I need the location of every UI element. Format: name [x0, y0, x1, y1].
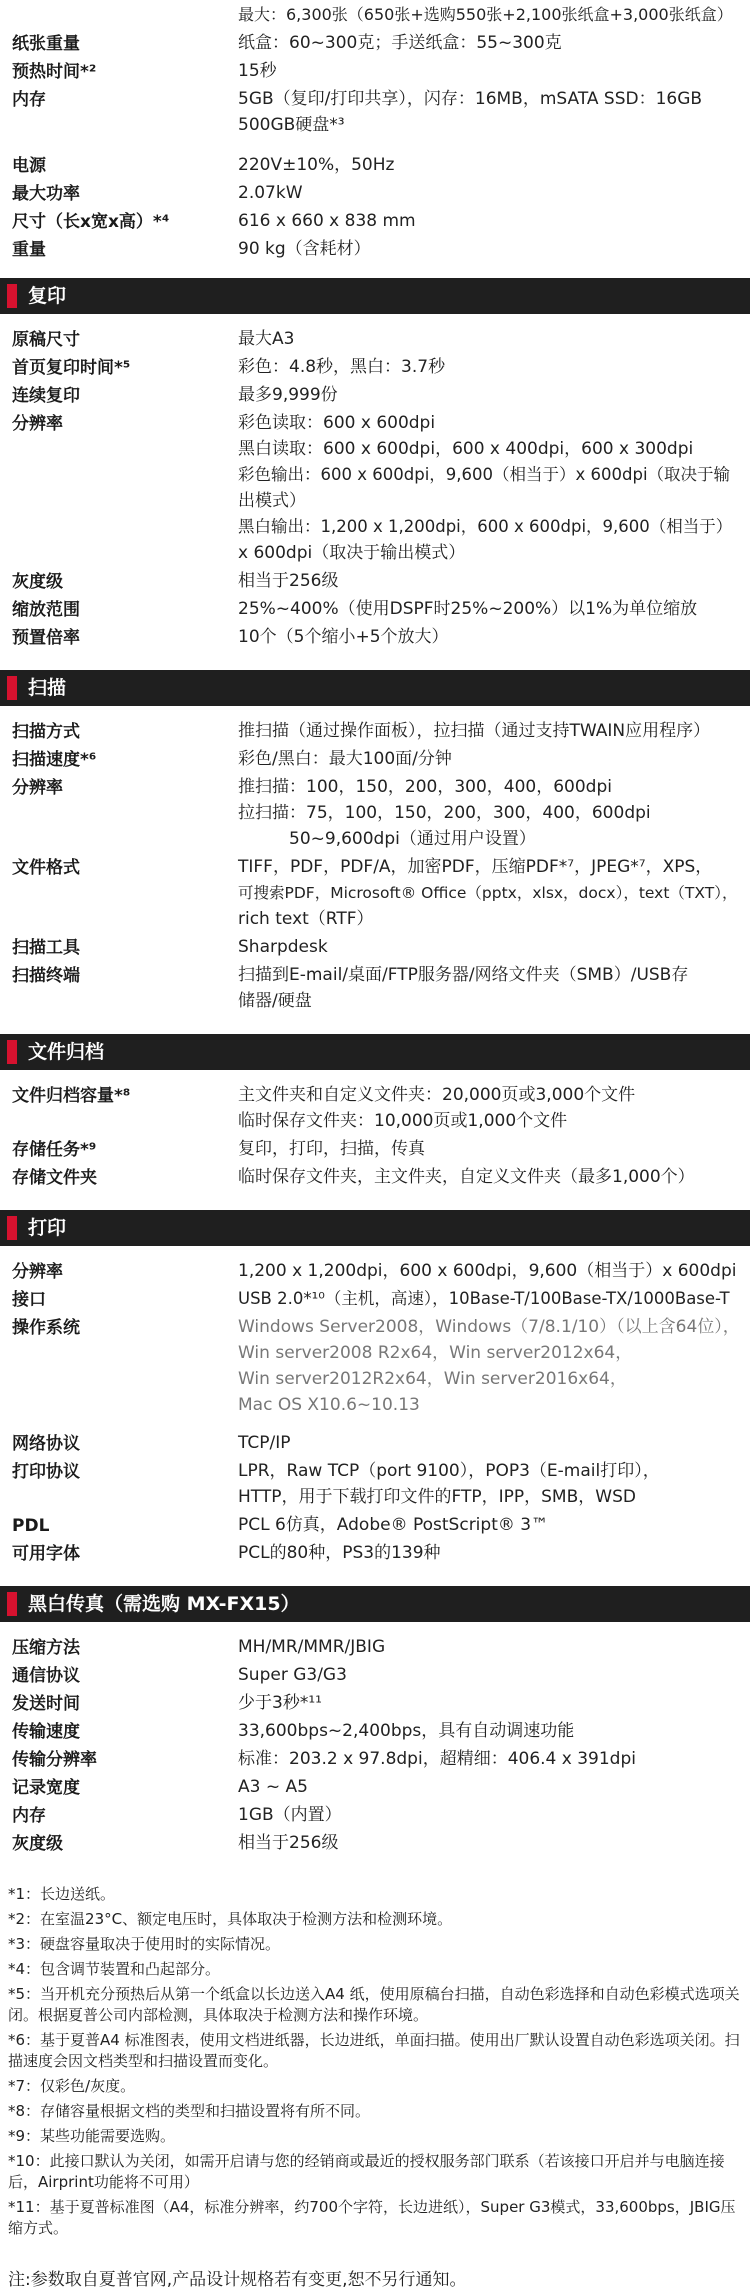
- spec-value-line: TCP/IP: [238, 1433, 291, 1453]
- spec-value-line: Super G3/G3: [238, 1665, 347, 1685]
- spec-value-line: MH/MR/MMR/JBIG: [238, 1637, 386, 1657]
- spec-label: 扫描工具: [12, 938, 80, 958]
- spec-label: 打印协议: [12, 1462, 80, 1482]
- spec-label: 文件归档容量*⁸: [12, 1086, 131, 1106]
- spec-label: 内存: [12, 90, 46, 110]
- spec-label: 传输分辨率: [12, 1750, 97, 1770]
- spec-label: 压缩方法: [12, 1638, 80, 1658]
- footnote: *10：此接口默认为关闭，如需开启请与您的经销商或最近的授权服务部门联系（若该接口开启并与电脑连接后，Airprint功能将不可用）: [8, 2152, 725, 2191]
- spec-label: 纸张重量: [12, 34, 80, 54]
- spec-label: 重量: [12, 240, 46, 260]
- spec-value-line: Sharpdesk: [238, 937, 328, 957]
- spec-value-line: TIFF，PDF，PDF/A，加密PDF，压缩PDF*⁷，JPEG*⁷，XPS，: [238, 857, 713, 877]
- spec-value-line: 黑白读取：600 x 600dpi，600 x 400dpi，600 x 300dpi: [238, 439, 694, 459]
- spec-label: 记录宽度: [12, 1778, 80, 1798]
- spec-label: 首页复印时间*⁵: [12, 358, 131, 378]
- spec-value-line: Win server2008 R2x64，Win server2012x64，: [238, 1343, 633, 1363]
- spec-value-line: 最大：6,300张（650张+选购550张+2,100张纸盒+3,000张纸盒）: [238, 5, 733, 24]
- spec-label: 分辨率: [12, 414, 63, 434]
- spec-value-line: 10个（5个缩小+5个放大）: [238, 627, 449, 647]
- spec-value-line: 33,600bps~2,400bps，具有自动调速功能: [238, 1721, 575, 1741]
- spec-value-line: 1,200 x 1,200dpi，600 x 600dpi，9,600（相当于）x 600dpi: [238, 1261, 737, 1281]
- section-header: [0, 1586, 750, 1622]
- spec-label: 网络协议: [12, 1434, 80, 1454]
- section-header: [0, 1210, 750, 1246]
- spec-value-line: 彩色/黑白：最大100面/分钟: [238, 749, 452, 769]
- footnote: *2：在室温23°C、额定电压时，具体取决于检测方法和检测环境。: [8, 1910, 453, 1928]
- section-header: [0, 670, 750, 706]
- section-accent-bar: [7, 1592, 17, 1616]
- footnote: *1：长边送纸。: [8, 1885, 116, 1903]
- section-title: 打印: [28, 1217, 67, 1239]
- spec-value-line: 最大A3: [238, 329, 295, 349]
- spec-label: 扫描速度*⁶: [12, 750, 97, 770]
- spec-value-line: 黑白输出：1,200 x 1,200dpi，600 x 600dpi，9,600（相当于）: [238, 517, 733, 536]
- spec-label: 最大功率: [12, 184, 80, 204]
- section-accent-bar: [7, 1216, 17, 1240]
- section-accent-bar: [7, 1040, 17, 1064]
- spec-value-line: PCL的80种，PS3的139种: [238, 1543, 441, 1563]
- spec-label: 发送时间: [12, 1694, 80, 1714]
- footnote: *7：仅彩色/灰度。: [8, 2077, 136, 2095]
- spec-label: 传输速度: [12, 1722, 80, 1742]
- spec-label: 扫描终端: [12, 966, 80, 986]
- spec-value-line: 出模式）: [238, 491, 306, 511]
- spec-label: 原稿尺寸: [12, 330, 80, 350]
- spec-value-line: 相当于256级: [238, 571, 339, 591]
- spec-value-line: 少于3秒*¹¹: [238, 1693, 322, 1713]
- spec-value-line: 临时保存文件夹，主文件夹，自定义文件夹（最多1,000个）: [238, 1167, 695, 1187]
- spec-label: 灰度级: [12, 1834, 63, 1854]
- spec-label: 内存: [12, 1806, 46, 1826]
- spec-value-line: 5GB（复印/打印共享），闪存：16MB，mSATA SSD：16GB: [238, 89, 703, 109]
- spec-value-line: 90 kg（含耗材）: [238, 239, 371, 259]
- section-title: 文件归档: [28, 1041, 105, 1063]
- section-header: [0, 278, 750, 314]
- spec-value-line: 拉扫描：75，100，150，200，300，400，600dpi: [238, 803, 651, 823]
- spec-value-line: Windows Server2008，Windows（7/8.1/10）（以上含64位），: [238, 1317, 740, 1337]
- footnote: *6：基于夏普A4 标准图表，使用文档进纸器，长边进纸，单面扫描。使用出厂默认设置自动色彩选项关闭。扫描速度会因文档类型和扫描设置而变化。: [8, 2031, 740, 2070]
- spec-value-line: Win server2012R2x64，Win server2016x64，: [238, 1369, 627, 1389]
- spec-label: 预热时间*²: [12, 62, 97, 82]
- spec-label: 电源: [12, 156, 46, 176]
- spec-value-line: 相当于256级: [238, 1833, 339, 1853]
- spec-value-line: 纸盒：60~300克；手送纸盒：55~300克: [238, 33, 562, 53]
- footnote: *9：某些功能需要选购。: [8, 2127, 176, 2145]
- spec-value-line: 临时保存文件夹：10,000页或1,000个文件: [238, 1111, 568, 1131]
- footnote: *8：存储容量根据文档的类型和扫描设置将有所不同。: [8, 2102, 371, 2120]
- spec-value-line: 储器/硬盘: [238, 991, 312, 1011]
- spec-value-line: 标准：203.2 x 97.8dpi，超精细：406.4 x 391dpi: [238, 1749, 636, 1769]
- spec-label: 通信协议: [12, 1666, 80, 1686]
- spec-value-line: 彩色：4.8秒，黑白：3.7秒: [238, 357, 446, 377]
- spec-value-line: 1GB（内置）: [238, 1805, 342, 1825]
- disclaimer-text: 注:参数取自夏普官网,产品设计规格若有变更,恕不另行通知。: [8, 2270, 467, 2290]
- spec-value-line: 25%~400%（使用DSPF时25%~200%）以1%为单位缩放: [238, 599, 698, 619]
- spec-label: 接口: [12, 1290, 46, 1310]
- section-header: [0, 1034, 750, 1070]
- section-title: 复印: [28, 285, 67, 307]
- spec-value-line: 主文件夹和自定义文件夹：20,000页或3,000个文件: [238, 1085, 636, 1105]
- spec-value-line: 彩色读取：600 x 600dpi: [238, 413, 436, 433]
- spec-value-line: 可搜索PDF，Microsoft® Office（pptx，xlsx，docx），text（TXT），: [238, 884, 738, 902]
- footnote: *5：当开机充分预热后从第一个纸盒以长边送入A4 纸，使用原稿台扫描，自动色彩选择和自动色彩模式选项关闭。根据夏普公司内部检测，具体取决于检测方法和操作环境。: [8, 1985, 740, 2024]
- spec-value-line: 220V±10%，50Hz: [238, 155, 395, 175]
- spec-value-line: rich text（RTF）: [238, 909, 374, 929]
- spec-label: 扫描方式: [12, 722, 80, 742]
- spec-label: 灰度级: [12, 572, 63, 592]
- spec-label: 尺寸（长x宽x高）*⁴: [12, 212, 170, 232]
- spec-value-line: 616 x 660 x 838 mm: [238, 211, 416, 231]
- spec-label: 操作系统: [12, 1318, 80, 1338]
- footnote: *11：基于夏普标准图（A4，标准分辨率，约700个字符，长边进纸），Super G3模式，33,600bps，JBIG压缩方式。: [8, 2198, 736, 2237]
- spec-label: 缩放范围: [12, 600, 80, 620]
- spec-value-line: 推扫描：100，150，200，300，400，600dpi: [238, 777, 612, 797]
- spec-label: 预置倍率: [12, 628, 80, 648]
- spec-label: 连续复印: [12, 386, 80, 406]
- spec-value-line: 最多9,999份: [238, 385, 338, 405]
- spec-value-line: Mac OS X10.6~10.13: [238, 1395, 420, 1415]
- spec-value-line: 500GB硬盘*³: [238, 115, 345, 135]
- spec-value-line: x 600dpi（取决于输出模式）: [238, 543, 466, 563]
- spec-value-line: 扫描到E-mail/桌面/FTP服务器/网络文件夹（SMB）/USB存: [238, 965, 689, 985]
- spec-value-line: USB 2.0*¹⁰（主机，高速），10Base-T/100Base-TX/1000Base-T: [238, 1289, 730, 1308]
- spec-value-line: 推扫描（通过操作面板），拉扫描（通过支持TWAIN应用程序）: [238, 721, 711, 741]
- footnote: *4：包含调节装置和凸起部分。: [8, 1960, 221, 1978]
- spec-value-line: 15秒: [238, 61, 277, 81]
- section-title: 黑白传真（需选购 MX-FX15）: [28, 1593, 300, 1615]
- section-accent-bar: [7, 676, 17, 700]
- spec-value-line: A3 ~ A5: [238, 1777, 308, 1797]
- spec-label: PDL: [12, 1516, 50, 1536]
- spec-value-line: 彩色输出：600 x 600dpi，9,600（相当于）x 600dpi（取决于输: [238, 465, 731, 484]
- spec-value-line: HTTP，用于下载打印文件的FTP，IPP，SMB，WSD: [238, 1487, 636, 1507]
- spec-label: 存储任务*⁹: [12, 1140, 97, 1160]
- spec-value-line: LPR，Raw TCP（port 9100），POP3（E-mail打印），: [238, 1461, 660, 1481]
- spec-label: 文件格式: [12, 858, 80, 878]
- section-title: 扫描: [28, 677, 67, 699]
- spec-label: 存储文件夹: [12, 1168, 97, 1188]
- spec-value-line: 复印，打印，扫描，传真: [238, 1139, 425, 1159]
- spec-value-line: PCL 6仿真，Adobe® PostScript® 3™: [238, 1515, 549, 1535]
- spec-value-line: 2.07kW: [238, 183, 303, 203]
- spec-label: 分辨率: [12, 778, 63, 798]
- section-accent-bar: [7, 284, 17, 308]
- spec-label: 可用字体: [12, 1544, 80, 1564]
- footnote: *3：硬盘容量取决于使用时的实际情况。: [8, 1935, 281, 1953]
- spec-value-line: 50~9,600dpi（通过用户设置）: [238, 829, 536, 849]
- spec-label: 分辨率: [12, 1262, 63, 1282]
